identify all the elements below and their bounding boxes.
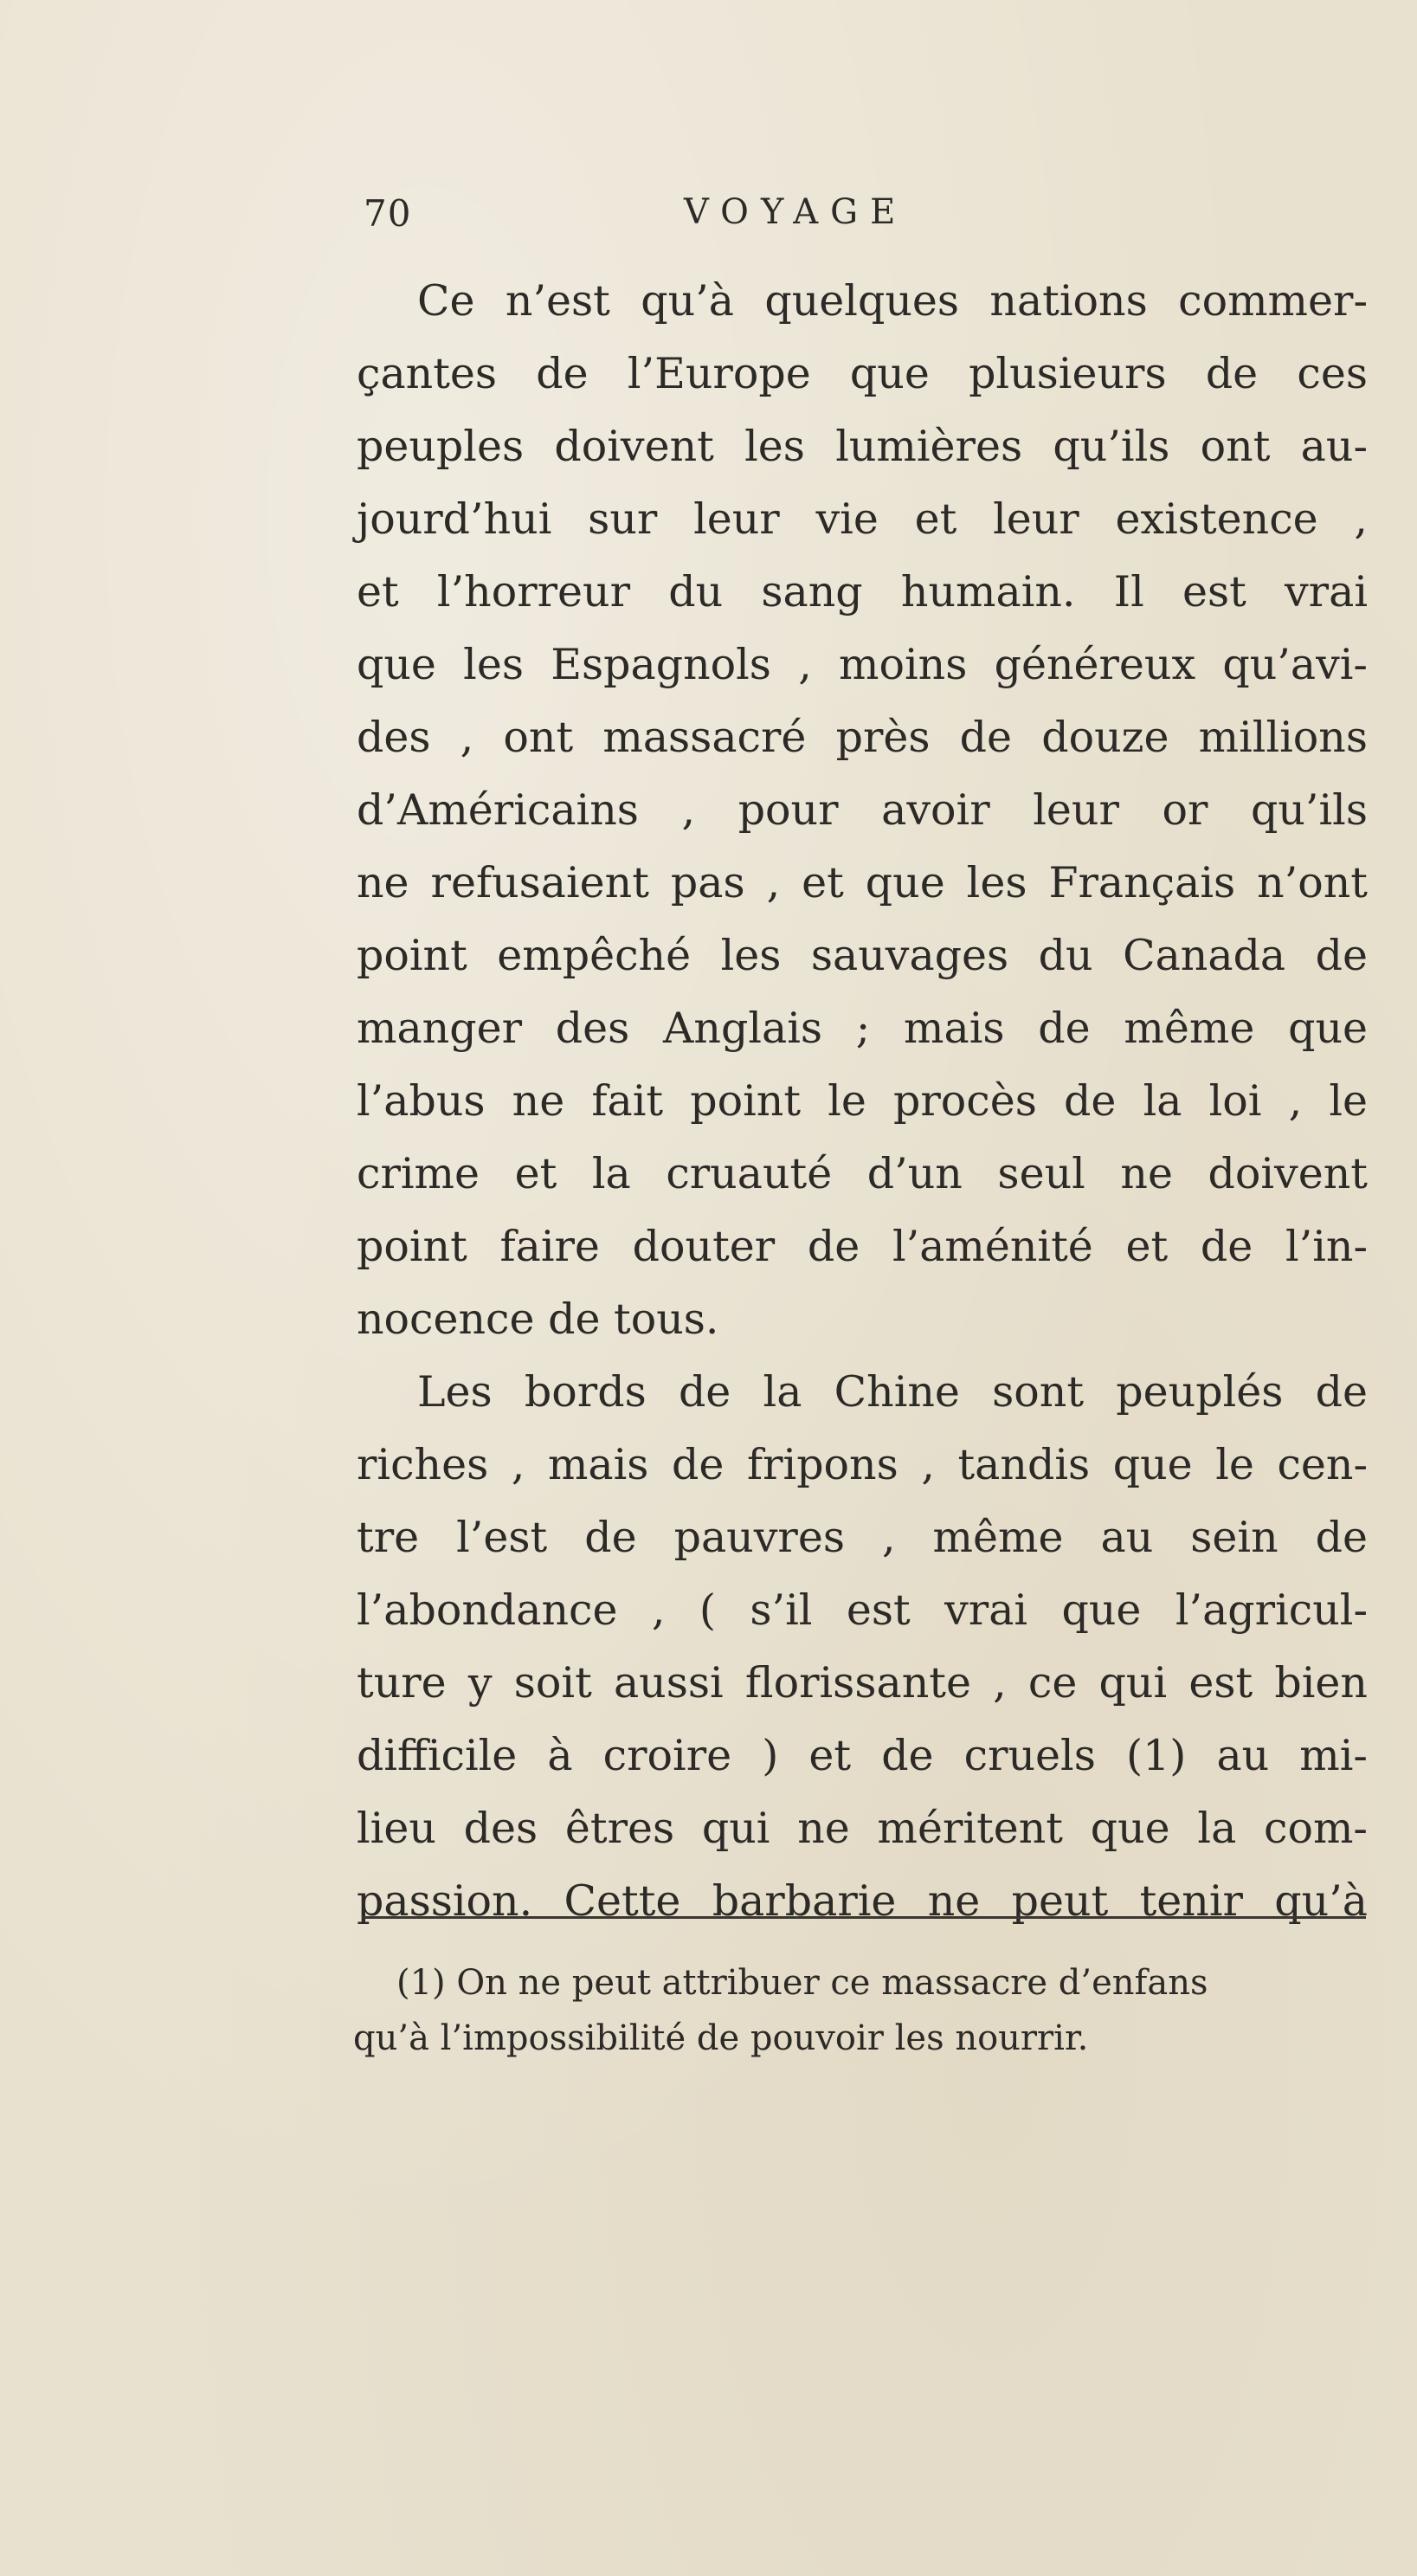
text-line: ture y soit aussi florissante , ce qui est bien <box>357 1658 1368 1708</box>
text-line: d’Américains , pour avoir leur or qu’ils <box>357 785 1368 835</box>
text-line: peuples doivent les lumières qu’ils ont au- <box>357 422 1368 471</box>
text-line: tre l’est de pauvres , même au sein de <box>357 1513 1368 1562</box>
footnote-line: qu’à l’impossibilité de pouvoir les nourrir. <box>353 2018 1089 2058</box>
text-line: l’abus ne fait point le procès de la loi , le <box>357 1076 1368 1126</box>
text-line: Ce n’est qu’à quelques nations commer- <box>417 276 1368 326</box>
text-line: ne refusaient pas , et que les Français n’ont <box>357 858 1368 907</box>
page-number: 70 <box>364 192 412 235</box>
text-line: nocence de tous. <box>357 1294 719 1344</box>
text-line: Les bords de la Chine sont peuplés de <box>417 1367 1368 1417</box>
footnote-divider <box>362 1916 1366 1919</box>
body-text <box>357 265 1368 1938</box>
text-line: que les Espagnols , moins généreux qu’avi- <box>357 640 1368 689</box>
footnote <box>353 1955 1357 2066</box>
page-header <box>364 192 1368 253</box>
text-line: crime et la cruauté d’un seul ne doivent <box>357 1149 1368 1198</box>
text-line: manger des Anglais ; mais de même que <box>357 1004 1368 1053</box>
text-line: riches , mais de fripons , tandis que le cen- <box>357 1440 1368 1489</box>
text-line: des , ont massacré près de douze millions <box>357 713 1368 762</box>
text-line: l’abondance , ( s’il est vrai que l’agricul- <box>357 1585 1368 1635</box>
footnote-line: (1) On ne peut attribuer ce massacre d’enfans <box>396 1963 1208 2003</box>
running-head: VOYAGE <box>684 192 908 232</box>
text-line: jourd’hui sur leur vie et leur existence , <box>357 494 1368 544</box>
text-line: lieu des êtres qui ne méritent que la com- <box>357 1804 1368 1853</box>
text-line: et l’horreur du sang humain. Il est vrai <box>357 567 1368 617</box>
text-line: point faire douter de l’aménité et de l’in- <box>357 1222 1368 1271</box>
text-line: point empêché les sauvages du Canada de <box>357 931 1368 980</box>
text-line: çantes de l’Europe que plusieurs de ces <box>357 349 1368 398</box>
text-line: difficile à croire ) et de cruels (1) au mi- <box>357 1731 1368 1780</box>
text-line: passion. Cette barbarie ne peut tenir qu’à <box>357 1876 1368 1926</box>
